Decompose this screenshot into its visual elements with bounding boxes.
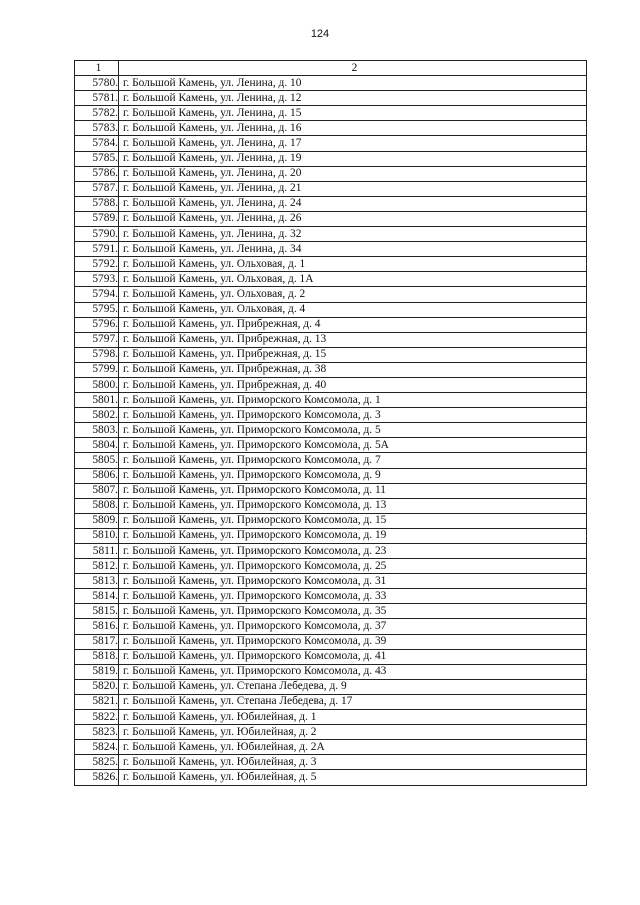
row-address: г. Большой Камень, ул. Прибрежная, д. 13 <box>119 332 587 347</box>
row-address: г. Большой Камень, ул. Ленина, д. 15 <box>119 106 587 121</box>
row-number: 5806. <box>75 468 119 483</box>
row-number: 5812. <box>75 559 119 574</box>
address-table <box>74 60 587 786</box>
row-address: г. Большой Камень, ул. Приморского Комсомола, д. 43 <box>119 664 587 679</box>
row-address: г. Большой Камень, ул. Ленина, д. 21 <box>119 181 587 196</box>
table-row <box>75 725 587 740</box>
table-row <box>75 634 587 649</box>
row-number: 5821. <box>75 694 119 709</box>
row-address: г. Большой Камень, ул. Приморского Комсомола, д. 5 <box>119 423 587 438</box>
row-address: г. Большой Камень, ул. Ленина, д. 19 <box>119 151 587 166</box>
row-address: г. Большой Камень, ул. Ленина, д. 16 <box>119 121 587 136</box>
row-address: г. Большой Камень, ул. Приморского Комсомола, д. 3 <box>119 408 587 423</box>
row-address: г. Большой Камень, ул. Приморского Комсомола, д. 39 <box>119 634 587 649</box>
table-row <box>75 559 587 574</box>
table-row <box>75 211 587 226</box>
table-row <box>75 589 587 604</box>
table-row <box>75 302 587 317</box>
row-address: г. Большой Камень, ул. Приморского Комсомола, д. 1 <box>119 393 587 408</box>
table-header-row <box>75 61 587 76</box>
table-row <box>75 755 587 770</box>
table-row <box>75 438 587 453</box>
row-number: 5808. <box>75 498 119 513</box>
row-address: г. Большой Камень, ул. Приморского Комсомола, д. 33 <box>119 589 587 604</box>
row-number: 5816. <box>75 619 119 634</box>
row-number: 5819. <box>75 664 119 679</box>
table-row <box>75 393 587 408</box>
page-number: 124 <box>310 28 330 40</box>
table-row <box>75 76 587 91</box>
table-row <box>75 332 587 347</box>
table-row <box>75 544 587 559</box>
row-number: 5792. <box>75 257 119 272</box>
row-number: 5799. <box>75 362 119 377</box>
row-number: 5802. <box>75 408 119 423</box>
table-row <box>75 710 587 725</box>
table-row <box>75 166 587 181</box>
table-row <box>75 272 587 287</box>
row-address: г. Большой Камень, ул. Ленина, д. 32 <box>119 227 587 242</box>
row-address: г. Большой Камень, ул. Юбилейная, д. 2А <box>119 740 587 755</box>
row-address: г. Большой Камень, ул. Степана Лебедева, д. 9 <box>119 679 587 694</box>
row-number: 5824. <box>75 740 119 755</box>
row-address: г. Большой Камень, ул. Прибрежная, д. 4 <box>119 317 587 332</box>
row-number: 5820. <box>75 679 119 694</box>
row-number: 5818. <box>75 649 119 664</box>
table-row <box>75 574 587 589</box>
row-address: г. Большой Камень, ул. Ленина, д. 10 <box>119 76 587 91</box>
row-number: 5782. <box>75 106 119 121</box>
table-row <box>75 423 587 438</box>
row-number: 5787. <box>75 181 119 196</box>
row-address: г. Большой Камень, ул. Прибрежная, д. 40 <box>119 377 587 392</box>
table-row <box>75 483 587 498</box>
row-number: 5800. <box>75 377 119 392</box>
row-number: 5822. <box>75 710 119 725</box>
row-number: 5811. <box>75 544 119 559</box>
table-row <box>75 498 587 513</box>
row-number: 5825. <box>75 755 119 770</box>
table-row <box>75 619 587 634</box>
row-number: 5797. <box>75 332 119 347</box>
row-address: г. Большой Камень, ул. Приморского Комсомола, д. 31 <box>119 574 587 589</box>
table-row <box>75 679 587 694</box>
row-address: г. Большой Камень, ул. Ленина, д. 17 <box>119 136 587 151</box>
row-number: 5789. <box>75 211 119 226</box>
row-address: г. Большой Камень, ул. Степана Лебедева, д. 17 <box>119 694 587 709</box>
row-address: г. Большой Камень, ул. Юбилейная, д. 3 <box>119 755 587 770</box>
row-address: г. Большой Камень, ул. Юбилейная, д. 2 <box>119 725 587 740</box>
row-number: 5781. <box>75 91 119 106</box>
row-address: г. Большой Камень, ул. Приморского Комсомола, д. 23 <box>119 544 587 559</box>
row-number: 5817. <box>75 634 119 649</box>
table-row <box>75 317 587 332</box>
row-number: 5826. <box>75 770 119 785</box>
row-address: г. Большой Камень, ул. Приморского Комсомола, д. 25 <box>119 559 587 574</box>
row-address: г. Большой Камень, ул. Ленина, д. 20 <box>119 166 587 181</box>
row-number: 5794. <box>75 287 119 302</box>
table-row <box>75 604 587 619</box>
table-row <box>75 121 587 136</box>
row-number: 5783. <box>75 121 119 136</box>
table-body <box>75 76 587 785</box>
row-number: 5786. <box>75 166 119 181</box>
row-number: 5785. <box>75 151 119 166</box>
row-number: 5805. <box>75 453 119 468</box>
row-number: 5796. <box>75 317 119 332</box>
row-number: 5823. <box>75 725 119 740</box>
row-number: 5790. <box>75 227 119 242</box>
row-number: 5804. <box>75 438 119 453</box>
row-address: г. Большой Камень, ул. Приморского Комсомола, д. 7 <box>119 453 587 468</box>
row-address: г. Большой Камень, ул. Приморского Комсомола, д. 41 <box>119 649 587 664</box>
table-row <box>75 347 587 362</box>
row-number: 5795. <box>75 302 119 317</box>
table-row <box>75 377 587 392</box>
column-header-address: 2 <box>119 61 587 76</box>
row-address: г. Большой Камень, ул. Прибрежная, д. 38 <box>119 362 587 377</box>
table-row <box>75 91 587 106</box>
table-row <box>75 664 587 679</box>
row-number: 5780. <box>75 76 119 91</box>
row-number: 5815. <box>75 604 119 619</box>
table-row <box>75 513 587 528</box>
table-row <box>75 287 587 302</box>
row-address: г. Большой Камень, ул. Приморского Комсомола, д. 5А <box>119 438 587 453</box>
table-row <box>75 136 587 151</box>
row-number: 5791. <box>75 242 119 257</box>
row-address: г. Большой Камень, ул. Ленина, д. 24 <box>119 196 587 211</box>
row-address: г. Большой Камень, ул. Приморского Комсомола, д. 37 <box>119 619 587 634</box>
column-header-number: 1 <box>75 61 119 76</box>
row-number: 5788. <box>75 196 119 211</box>
row-address: г. Большой Камень, ул. Ленина, д. 34 <box>119 242 587 257</box>
row-address: г. Большой Камень, ул. Прибрежная, д. 15 <box>119 347 587 362</box>
table-row <box>75 528 587 543</box>
row-address: г. Большой Камень, ул. Ольховая, д. 2 <box>119 287 587 302</box>
row-address: г. Большой Камень, ул. Ленина, д. 26 <box>119 211 587 226</box>
table-row <box>75 151 587 166</box>
table-row <box>75 453 587 468</box>
row-address: г. Большой Камень, ул. Юбилейная, д. 5 <box>119 770 587 785</box>
row-address: г. Большой Камень, ул. Ольховая, д. 1А <box>119 272 587 287</box>
table-row <box>75 408 587 423</box>
table-row <box>75 649 587 664</box>
row-number: 5784. <box>75 136 119 151</box>
row-number: 5798. <box>75 347 119 362</box>
row-number: 5813. <box>75 574 119 589</box>
row-address: г. Большой Камень, ул. Ольховая, д. 1 <box>119 257 587 272</box>
table-row <box>75 740 587 755</box>
row-number: 5809. <box>75 513 119 528</box>
row-number: 5793. <box>75 272 119 287</box>
row-number: 5807. <box>75 483 119 498</box>
table-row <box>75 196 587 211</box>
row-address: г. Большой Камень, ул. Приморского Комсомола, д. 15 <box>119 513 587 528</box>
row-address: г. Большой Камень, ул. Ленина, д. 12 <box>119 91 587 106</box>
table-row <box>75 770 587 785</box>
row-number: 5803. <box>75 423 119 438</box>
table-row <box>75 106 587 121</box>
row-address: г. Большой Камень, ул. Приморского Комсомола, д. 35 <box>119 604 587 619</box>
row-number: 5801. <box>75 393 119 408</box>
row-address: г. Большой Камень, ул. Ольховая, д. 4 <box>119 302 587 317</box>
table-row <box>75 362 587 377</box>
row-address: г. Большой Камень, ул. Приморского Комсомола, д. 9 <box>119 468 587 483</box>
row-address: г. Большой Камень, ул. Приморского Комсомола, д. 11 <box>119 483 587 498</box>
row-address: г. Большой Камень, ул. Юбилейная, д. 1 <box>119 710 587 725</box>
table-row <box>75 181 587 196</box>
table-row <box>75 257 587 272</box>
table-row <box>75 468 587 483</box>
table-row <box>75 694 587 709</box>
table-row <box>75 227 587 242</box>
row-address: г. Большой Камень, ул. Приморского Комсомола, д. 13 <box>119 498 587 513</box>
table-row <box>75 242 587 257</box>
row-number: 5814. <box>75 589 119 604</box>
row-number: 5810. <box>75 528 119 543</box>
row-address: г. Большой Камень, ул. Приморского Комсомола, д. 19 <box>119 528 587 543</box>
